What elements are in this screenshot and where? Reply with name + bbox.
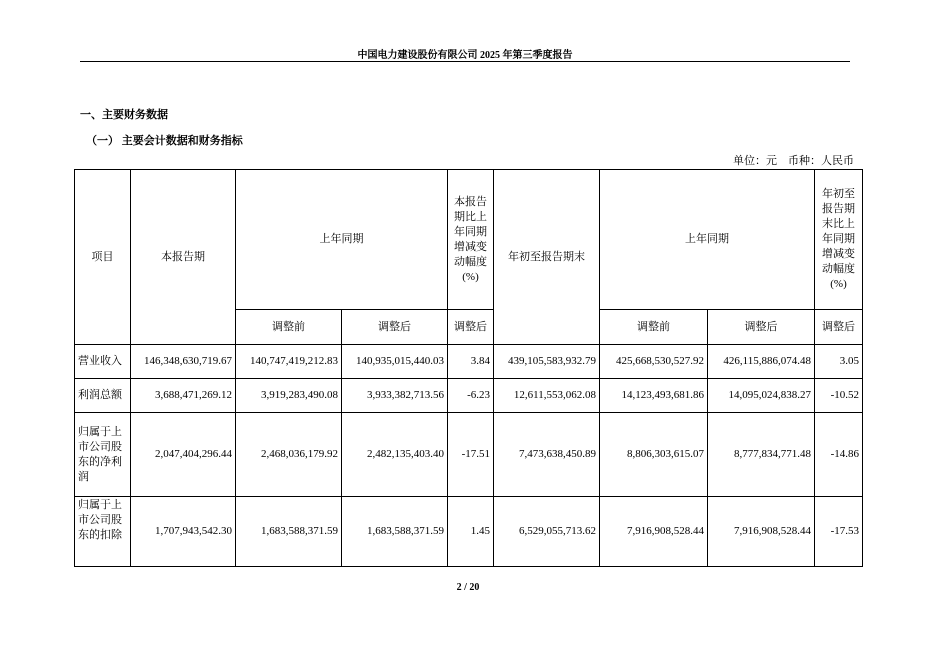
cell-change: 1.45 [448,497,494,567]
cell-ly-after: 3,933,382,713.56 [342,379,448,413]
cell-ly-ytd-after: 7,916,908,528.44 [708,497,815,567]
header-after-adjust: 调整后 [342,310,448,345]
key-financial-data-table [74,169,863,567]
cell-change-ytd: -14.86 [815,413,863,497]
header-divider [80,61,850,62]
cell-change: 3.84 [448,345,494,379]
cell-current: 3,688,471,269.12 [131,379,236,413]
cell-ly-before: 1,683,588,371.59 [236,497,342,567]
cell-ytd: 7,473,638,450.89 [494,413,600,497]
cell-change: -17.51 [448,413,494,497]
table-row [75,497,863,567]
cell-current: 1,707,943,542.30 [131,497,236,567]
table-row [75,345,863,379]
cell-ly-ytd-after: 426,115,886,074.48 [708,345,815,379]
cell-ly-before: 140,747,419,212.83 [236,345,342,379]
report-header: 中国电力建设股份有限公司 2025 年第三季度报告 [357,50,573,61]
row-item: 营业收入 [75,345,131,379]
header-current-period: 本报告期 [131,170,236,345]
header-change-current: 本报告期比上年同期增减变动幅度(%) [448,170,494,310]
cell-ly-ytd-before: 14,123,493,681.86 [600,379,708,413]
cell-ly-after: 140,935,015,440.03 [342,345,448,379]
table-row [75,379,863,413]
cell-change-ytd: 3.05 [815,345,863,379]
cell-ytd: 6,529,055,713.62 [494,497,600,567]
header-change-ytd: 年初至报告期末比上年同期增减变动幅度(%) [815,170,863,310]
cell-ly-ytd-after: 8,777,834,771.48 [708,413,815,497]
cell-change: -6.23 [448,379,494,413]
cell-ly-ytd-before: 7,916,908,528.44 [600,497,708,567]
cell-ly-ytd-before: 425,668,530,527.92 [600,345,708,379]
header-item: 项目 [75,170,131,345]
header-after-adjust-ytd: 调整后 [708,310,815,345]
section-title: 一、主要财务数据 [80,109,168,121]
cell-current: 2,047,404,296.44 [131,413,236,497]
row-item: 利润总额 [75,379,131,413]
header-last-year-same-period-ytd: 上年同期 [600,170,815,310]
cell-ly-ytd-before: 8,806,303,615.07 [600,413,708,497]
row-item: 归属于上市公司股东的扣除 [78,499,122,541]
cell-change-ytd: -10.52 [815,379,863,413]
table-row [75,413,863,497]
header-after-adjust-change-ytd: 调整后 [815,310,863,345]
header-ytd: 年初至报告期末 [494,170,600,345]
cell-ytd: 439,105,583,932.79 [494,345,600,379]
header-before-adjust-ytd: 调整前 [600,310,708,345]
header-after-adjust-change: 调整后 [448,310,494,345]
header-before-adjust: 调整前 [236,310,342,345]
cell-ly-before: 3,919,283,490.08 [236,379,342,413]
cell-ly-after: 2,482,135,403.40 [342,413,448,497]
row-item: 归属于上市公司股东的净利润 [75,413,131,497]
cell-ly-before: 2,468,036,179.92 [236,413,342,497]
cell-ly-ytd-after: 14,095,024,838.27 [708,379,815,413]
cell-change-ytd: -17.53 [815,497,863,567]
cell-ytd: 12,611,553,062.08 [494,379,600,413]
row-item-cell [75,497,131,567]
unit-currency-note: 单位：元 币种：人民币 [733,155,854,167]
page-number: 2 / 20 [456,582,480,593]
header-last-year-same-period: 上年同期 [236,170,448,310]
cell-current: 146,348,630,719.67 [131,345,236,379]
subsection-title: （一） 主要会计数据和财务指标 [86,135,243,147]
cell-ly-after: 1,683,588,371.59 [342,497,448,567]
